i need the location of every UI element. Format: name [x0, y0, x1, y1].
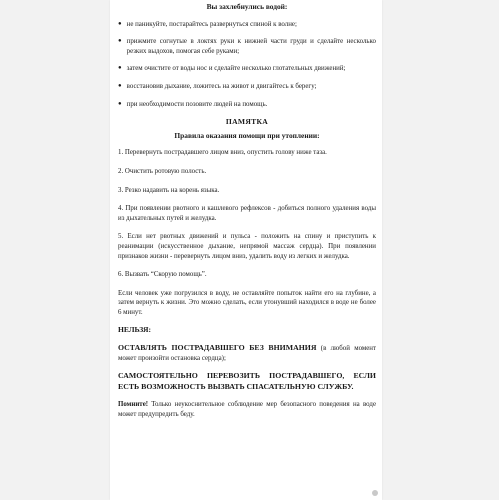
remember-bold: Помните!	[118, 401, 149, 409]
document-content	[110, 2, 382, 420]
bullet-icon: ●	[118, 20, 122, 27]
step-item: 3. Резко надавить на корень языка.	[118, 186, 220, 194]
bullet-text: затем очистите от воды нос и сделайте несколько глотательных движений;	[126, 65, 346, 73]
rules-title: Правила оказания помощи при утоплении:	[174, 130, 320, 140]
bullet-item	[118, 64, 376, 74]
bullet-text: при необходимости позовите людей на помощь.	[126, 100, 268, 108]
document-page	[110, 0, 382, 500]
forbid-rest: (в любой момент может произойти остановка сердца);	[118, 345, 376, 362]
forbid-item	[118, 343, 376, 363]
bullet-icon: ●	[118, 100, 122, 107]
bullet-item	[118, 20, 376, 30]
paragraph: Если человек уже погрузился в воду, не оставляйте попыток найти его на глубине, а затем вернуть к жизни. Это можно сделать, если утонувший находился в воде не более 6 минут.	[118, 289, 376, 316]
bullet-item	[118, 37, 376, 56]
step-item: 6. Вызвать “Скорую помощь”.	[118, 271, 207, 279]
bullet-item	[118, 100, 376, 110]
bullet-text: прижмите согнутые в локтях руки к нижней части груди и сделайте несколько резких выдохов, помогая себе руками;	[126, 38, 376, 55]
bullet-text: восстановив дыхание, ложитесь на живот и двигайтесь к берегу;	[126, 82, 317, 90]
remember-text: Только неукоснительное соблюдение мер безопасного поведения на воде может предупредить беду.	[118, 401, 376, 419]
step-item: 2. Очистить ротовую полость.	[118, 167, 207, 175]
remember-note	[118, 400, 376, 419]
corner-dot-icon	[372, 490, 378, 496]
bullet-icon: ●	[118, 82, 122, 89]
forbid-heading: НЕЛЬЗЯ:	[118, 325, 151, 335]
bullet-item	[118, 82, 376, 92]
step-item: 5. Если нет рвотных движений и пульса - положить на спину и приступить к реанимации (искусственное дыхание, непрямой массаж сердца). При появлении признаков жизни - перевернуть лицом вниз, удалить воду из легких и желудка.	[118, 233, 376, 260]
step-item: 1. Перевернуть пострадавшего лицом вниз, опустить голову ниже таза.	[118, 149, 327, 157]
step-item: 4. При появлении рвотного и кашлевого рефлексов - добиться полного удаления воды из дыхательных путей и желудка.	[118, 205, 376, 222]
section-title: Вы захлебнулись водой:	[206, 2, 288, 11]
forbid-caps: САМОСТОЯТЕЛЬНО ПЕРЕВОЗИТЬ ПОСТРАДАВШЕГО, ЕСЛИ ЕСТЬ ВОЗМОЖНОСТЬ ВЫЗВАТЬ СПАСАТЕЛЬНУЮ СЛУЖБУ.	[118, 371, 376, 391]
forbid-item	[118, 371, 376, 392]
bullet-icon: ●	[118, 65, 122, 72]
bullet-icon: ●	[118, 38, 122, 45]
bullet-text: не паникуйте, постарайтесь развернуться спиной к волне;	[126, 20, 297, 28]
forbid-caps: ОСТАВЛЯТЬ ПОСТРАДАВШЕГО БЕЗ ВНИМАНИЯ	[118, 343, 317, 353]
memo-title: ПАМЯТКА	[225, 117, 269, 127]
